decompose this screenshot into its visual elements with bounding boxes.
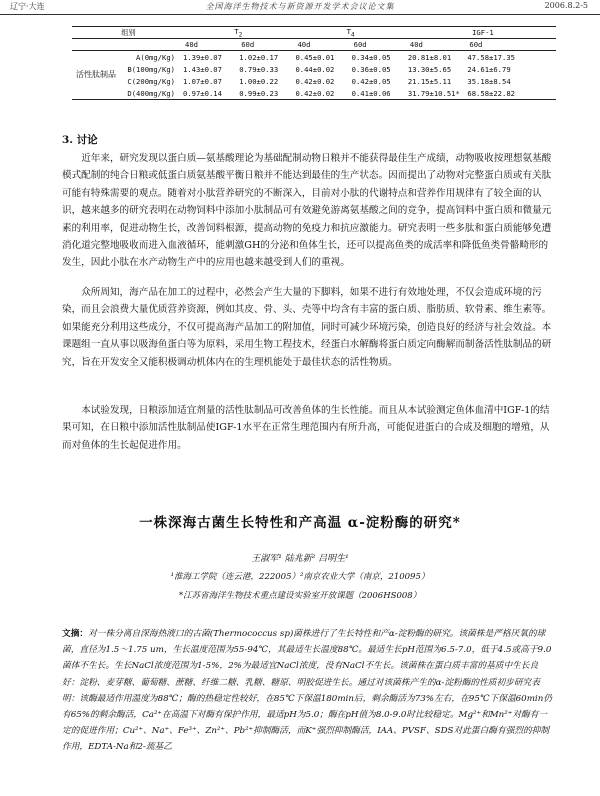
table-subheader: 60d — [235, 39, 291, 51]
table-cell: 1.43±0.07 — [183, 64, 222, 74]
table-cell: 0.97±0.14 — [183, 88, 222, 98]
article-funding: *江苏省海洋生物技术重点建设实验室开放课题（2006HS008） — [178, 591, 422, 601]
table-cell: 20.81±8.01 — [407, 52, 452, 62]
table-cell: 0.36±0.05 — [351, 64, 391, 74]
header-proceedings-title: 全国海洋生物技术与新资源开发学术会议论文集 — [205, 2, 395, 11]
table-cell: 1.39±0.07 — [183, 52, 222, 62]
table-cell: 13.30±5.65 — [407, 64, 452, 74]
table-cell: 0.42±0.02 — [295, 88, 335, 98]
table-header-t2: $T_2$ — [179, 27, 291, 39]
article-affiliation: ¹淮海工学院（连云港，222005）²南京农业大学（南京，210095） — [170, 572, 430, 582]
table-cell: 35.18±8.54 — [467, 76, 511, 86]
table-row — [72, 87, 556, 100]
table-subheader: 40d — [404, 39, 464, 51]
table-cell: 1.00±0.22 — [239, 76, 279, 86]
table-cell: 68.58±22.82 — [467, 88, 515, 98]
discussion-paragraph: 近年来，研究发现以蛋白质—氨基酸理论为基础配制动物日粮并不能获得最佳生产成绩，动物吸收按理想氨基酸模式配制的纯合日粮或低蛋白质氨基酸平衡日粮并不能达到最佳的生产状态。因而提出了动物对完整蛋白质或有关肽可能有特殊需要的观点。随着对小肽营养研究的不断深入，目前对小肽的代谢特点和营养作用规律有了较全面的认识，越来越多的研究表明在动物饲料中添加小肽制品可有效避免游离氨基酸之间的竞争，提高饲料中蛋白质和微量元素的利用率，促进动物生长，改善饲料根源，提高动物的免疫力和抗应激能力。研究表明一些多肽和蛋白质能够免遭消化道完整地吸收而进入血液循环，能刺激GH的分泌和鱼体生长，还可以提高鱼类的成活率和降低鱼类骨骼畸形的发生，因此小肽在水产动物生产中的应用也越来越受到人们的重视。 — [62, 153, 552, 269]
table-cell: 0.42±0.05 — [351, 76, 391, 86]
table-cell: 0.79±0.33 — [239, 64, 279, 74]
running-header — [0, 0, 600, 15]
table-row — [72, 51, 556, 64]
results-table — [72, 26, 556, 100]
table-row-label: D(400mg/Kg) — [127, 88, 175, 98]
discussion-paragraph: 众所周知，海产品在加工的过程中，必然会产生大量的下脚料，如果不进行有效地处理，不仅会造成环境的污染，而且会浪费大量优质营养资源，例如其皮、骨、头、壳等中均含有丰富的蛋白质、脂肪质、软骨素、维生素等。如果能充分利用这些成分，不仅可提高海产品加工的附加值，同时可减少环境污染，创造良好的经济与社会效益。本课题组一直从事以吸海鱼蛋白等为原料，采用生物工程技术，经蛋白水解酶将蛋白质定向酶解而制备活性肽制品的研究，旨在开发安全又能积极调动机体内在的生理机能处于最佳状态的活性物质。 — [62, 287, 552, 368]
section-title-discussion: 3. 讨论 — [62, 134, 98, 146]
abstract-text: 对一株分离自深海热液口的古菌(Thermococcus sp)菌株进行了生长特性和产α-淀粉酶的研究。该菌株是严格厌氧的球菌，直径为1.5～1.75 um，生长温度范围为55-94℃，其最适生长温度88℃。最适生长pH范围为6.5-7.0，低于4.5或高于9.0菌体不生长。生长NaCl浓度范围为1-5%，2%为最适宜NaCl浓度，没有NaCl不生长。该菌株在蛋白质丰富的基质中生长良好：淀粉、麦芽糖、葡萄糖、蔗糖、纤维二糖、乳糖、糖原、明胶促进生长。通过对该菌株产生的α-淀粉酶的性质初步研究表明：该酶最适作用温度为88℃；酶的热稳定性较好，在85℃下保温180min后，剩余酶活为73%左右，在95℃下保温60min仍有65%的剩余酶活，Ca²⁺在高温下对酶有保护作用，最适pH为5.0；酶在pH值为8.0-9.0时比较稳定。Mg²⁺和Mn²⁺对酶有一定的促进作用；Cu²⁺、Na⁺、Fe³⁺、Zn²⁺、Pb²⁺抑制酶活，而K⁺强烈抑制酶活，IAA、PVSF、SDS对此蛋白酶有强烈的抑制作用，EDTA-Na和2-巯基乙 — [62, 629, 552, 753]
table-row-label: A(0mg/Kg) — [136, 52, 175, 62]
table-cell: 47.58±17.35 — [467, 52, 515, 62]
table-header-t4: $T_4$ — [291, 27, 403, 39]
table-cell: 1.07±0.07 — [183, 76, 222, 86]
table-subheader: 40d — [179, 39, 235, 51]
table-row-group-label: 活性肽制品 — [76, 70, 116, 80]
table-row-label: B(100mg/Kg) — [127, 64, 175, 74]
table-cell: 24.61±6.79 — [467, 64, 511, 74]
table-subheader: 40d — [291, 39, 347, 51]
table-cell: 0.41±0.06 — [351, 88, 391, 98]
table-subheader: 60d — [463, 39, 556, 51]
discussion-paragraph: 本试验发现，日粮添加适宜剂量的活性肽制品可改善鱼体的生长性能。而且从本试验测定鱼体血清中IGF-1的结果可知，在日粮中添加活性肽制品使IGF-1水平在正常生理范围内有所升高，可能促进蛋白的合成及细胞的增殖，从而对鱼体的生长起促进作用。 — [62, 405, 550, 451]
table-cell: 0.42±0.02 — [295, 76, 335, 86]
table-header-group: 组别 — [72, 27, 179, 39]
table-cell: 0.99±0.23 — [239, 88, 279, 98]
table-cell: 0.45±0.01 — [295, 52, 335, 62]
table-cell: 1.02±0.17 — [239, 52, 279, 62]
table-cell: 0.34±0.05 — [351, 52, 391, 62]
table-header-igf1: IGF-1 — [404, 27, 556, 39]
table-cell: 31.79±10.51* — [407, 88, 460, 98]
table-subheader: 60d — [348, 39, 404, 51]
table-cell: 0.44±0.02 — [295, 64, 335, 74]
table-row — [72, 63, 556, 75]
abstract-label: 文摘： — [62, 629, 89, 639]
article-authors: 王淑军¹ 陆兆新² 吕明生¹ — [251, 554, 349, 564]
table-row-label: C(200mg/Kg) — [127, 76, 175, 86]
article-title: 一株深海古菌生长特性和产高温 α-淀粉酶的研究* — [139, 515, 461, 531]
table-row — [72, 75, 556, 87]
header-date: 2006.8.2-5 — [544, 1, 588, 10]
article-abstract — [62, 626, 555, 756]
table-cell: 21.15±5.11 — [407, 76, 452, 86]
header-location: 辽宁·大连 — [10, 2, 45, 11]
